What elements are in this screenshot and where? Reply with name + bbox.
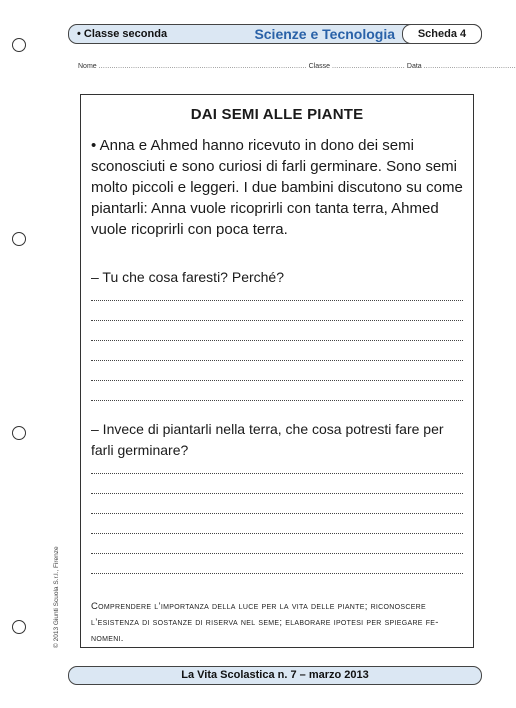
answer-line[interactable] xyxy=(91,380,463,381)
answer-line[interactable] xyxy=(91,400,463,401)
date-field[interactable]: ........................................... xyxy=(423,63,516,70)
answer-line[interactable] xyxy=(91,360,463,361)
answer-line[interactable] xyxy=(91,320,463,321)
question-2: – Invece di piantarli nella terra, che cosa potresti fare per farli germinare? xyxy=(91,421,444,458)
answer-line[interactable] xyxy=(91,533,463,534)
copyright-note: © 2013 Giunti Scuola S.r.l., Firenze xyxy=(53,546,60,648)
answer-line[interactable] xyxy=(91,340,463,341)
answer-line[interactable] xyxy=(91,553,463,554)
footer-bar: La Vita Scolastica n. 7 – marzo 2013 xyxy=(68,666,482,685)
answer-line[interactable] xyxy=(91,300,463,301)
binder-hole-4 xyxy=(12,620,26,634)
worksheet-title: DAI SEMI ALLE PIANTE xyxy=(190,106,364,123)
binder-hole-2 xyxy=(12,232,26,246)
binder-hole-1 xyxy=(12,38,26,52)
class-level-label: • Classe seconda xyxy=(77,28,168,40)
answer-line[interactable] xyxy=(91,473,463,474)
date-label: Data xyxy=(406,63,422,70)
binder-hole-3 xyxy=(12,426,26,440)
subject-title: Scienze e Tecnologia xyxy=(254,26,395,42)
header-bar xyxy=(68,24,482,44)
class-field[interactable]: .................................. xyxy=(332,63,405,70)
question-1: – Tu che cosa faresti? Perché? xyxy=(91,269,284,285)
answer-line[interactable] xyxy=(91,513,463,514)
name-field[interactable]: ................................................................................................. xyxy=(98,63,307,70)
name-label: Nome xyxy=(78,63,97,70)
intro-text: • Anna e Ahmed hanno ricevuto in dono dei semi sconosciuti e sono curiosi di farli germinare. Sono semi molto piccoli e leggeri. I due bambini discutono su come piantarli: Anna vuole ricoprirli con tanta terra, Ahmed vuole ricoprirli con poca terra. xyxy=(91,137,463,238)
learning-objectives: Comprendere l’importanza della luce per la vita delle piante; riconoscere l’esistenza di sostanze di riserva nel seme; elaborare ipotesi per spiegare fe-nomeni. xyxy=(91,601,439,644)
answer-line[interactable] xyxy=(91,573,463,574)
answer-line[interactable] xyxy=(91,493,463,494)
worksheet-card xyxy=(80,94,474,648)
student-info-row xyxy=(78,63,516,70)
class-field-label: Classe xyxy=(308,63,331,70)
sheet-badge: Scheda 4 xyxy=(402,24,482,44)
